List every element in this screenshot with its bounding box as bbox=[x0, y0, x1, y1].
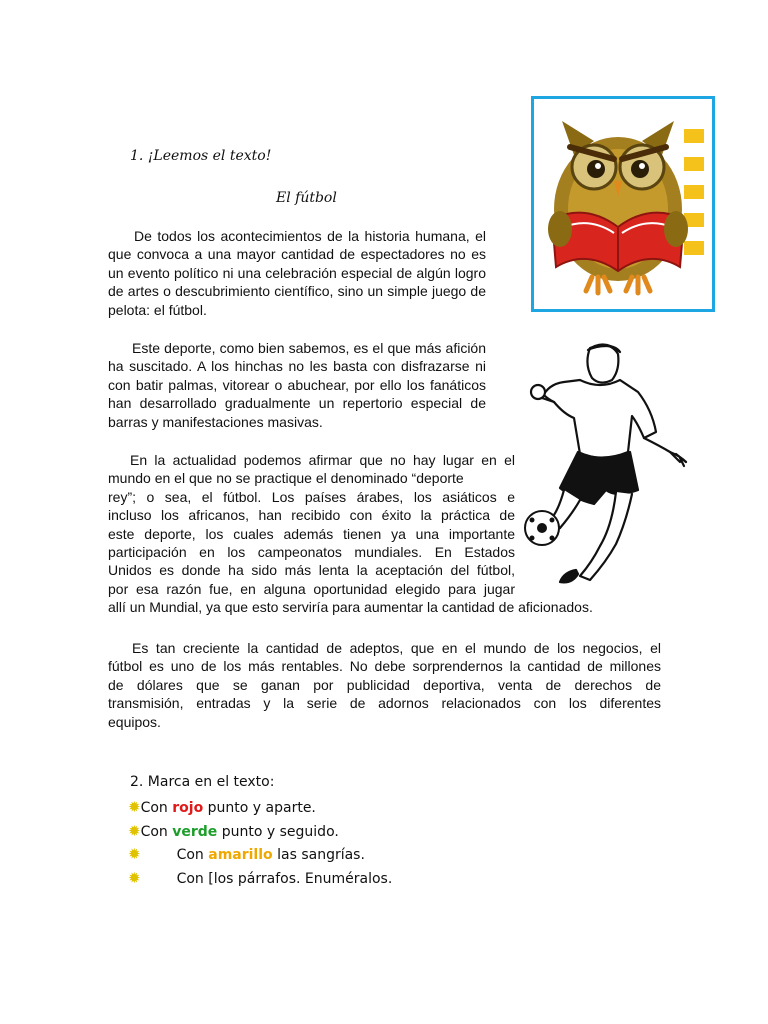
star-bullet-icon: ✹ bbox=[128, 798, 141, 816]
document-title: El fútbol bbox=[276, 190, 337, 206]
paragraph-2 bbox=[108, 339, 486, 431]
instruction-text: Con bbox=[140, 824, 173, 840]
instruction-text: Con bbox=[140, 800, 173, 816]
paragraph-line: En la actualidad podemos afirmar que no hay lugar en el bbox=[130, 452, 515, 468]
paragraph-line: Es tan creciente la cantidad de adeptos, que en el mundo de los negocios, el bbox=[132, 640, 661, 656]
paragraph-line: de artes o descubrimiento científico, sino un simple juego de bbox=[108, 283, 486, 300]
owl-illustration-frame bbox=[531, 96, 715, 312]
paragraph-line: han desarrollado gradualmente un repertorio especial de bbox=[108, 395, 486, 412]
paragraph-line: fútbol es uno de los más rentables. No debe sorprendernos la cantidad de millones bbox=[108, 658, 661, 675]
paragraph-line: incluso los africanos, han recibido con éxito la práctica de bbox=[108, 507, 515, 524]
owl-reading-book-icon bbox=[534, 99, 712, 309]
paragraph-line: allí un Mundial, ya que esto serviría para aumentar la cantidad de aficionados. bbox=[108, 599, 593, 616]
paragraph-line: De todos los acontecimientos de la historia humana, el bbox=[134, 228, 486, 244]
soccer-ball-icon bbox=[525, 511, 559, 545]
paragraph-4 bbox=[108, 639, 661, 731]
instruction-item bbox=[128, 845, 365, 863]
paragraph-line: mundo en el que no se practique el denominado “deporte bbox=[108, 470, 464, 487]
paragraph-line: un evento político ni una celebración especial de algún logro bbox=[108, 264, 486, 281]
instruction-item bbox=[128, 822, 339, 840]
color-word-verde: verde bbox=[172, 824, 218, 840]
soccer-player-kicking-ball-icon bbox=[520, 340, 698, 588]
star-bullet-icon: ✹ bbox=[128, 822, 141, 840]
paragraph-line: de dólares que se ganan por publicidad deportiva, venta de derechos de bbox=[108, 676, 661, 693]
paragraph-line: barras y manifestaciones masivas. bbox=[108, 413, 323, 430]
paragraph-line: ha suscitado. A los hinchas no les basta con disfrazarse ni bbox=[108, 358, 486, 375]
paragraph-line: pelota: el fútbol. bbox=[108, 301, 207, 318]
paragraph-line: Este deporte, como bien sabemos, es el que más afición bbox=[132, 340, 486, 356]
instruction-item bbox=[128, 798, 316, 816]
paragraph-line: participación en los campeonatos mundiales. En Estados bbox=[108, 544, 515, 561]
instruction-item bbox=[128, 869, 392, 887]
instruction-text: Con bbox=[176, 847, 209, 863]
paragraph-line: Unidos es donde ha sido más lenta la aceptación del fútbol, bbox=[108, 562, 515, 579]
star-bullet-icon: ✹ bbox=[128, 869, 141, 887]
instruction-text: punto y seguido. bbox=[217, 824, 339, 840]
color-word-amarillo: amarillo bbox=[208, 847, 273, 863]
paragraph-line: que convoca a una mayor cantidad de espectadores no es bbox=[108, 246, 486, 263]
color-word-rojo: rojo bbox=[172, 800, 204, 816]
paragraph-1 bbox=[108, 227, 486, 319]
section-heading-1: 1. ¡Leemos el texto! bbox=[130, 148, 272, 164]
paragraph-line: equipos. bbox=[108, 713, 161, 730]
paragraph-line: con batir palmas, vitorear o abuchear, por ello los fanáticos bbox=[108, 376, 486, 393]
paragraph-3 bbox=[108, 451, 593, 617]
instruction-text: las sangrías. bbox=[272, 847, 365, 863]
section-heading-2: 2. Marca en el texto: bbox=[130, 774, 275, 790]
instruction-text: punto y aparte. bbox=[203, 800, 316, 816]
paragraph-line: transmisión, entradas y la serie de adornos relacionados con los diferentes bbox=[108, 695, 661, 712]
paragraph-line: rey”; o sea, el fútbol. Los países árabes, los asiáticos e bbox=[108, 488, 515, 505]
star-bullet-icon: ✹ bbox=[128, 845, 141, 863]
paragraph-line: este deporte, los cuales además tienen ya una importante bbox=[108, 525, 515, 542]
instruction-text: Con [los párrafos. Enuméralos. bbox=[176, 871, 393, 887]
paragraph-line: por esa razón fue, en alguna oportunidad elegido para jugar bbox=[108, 580, 515, 597]
